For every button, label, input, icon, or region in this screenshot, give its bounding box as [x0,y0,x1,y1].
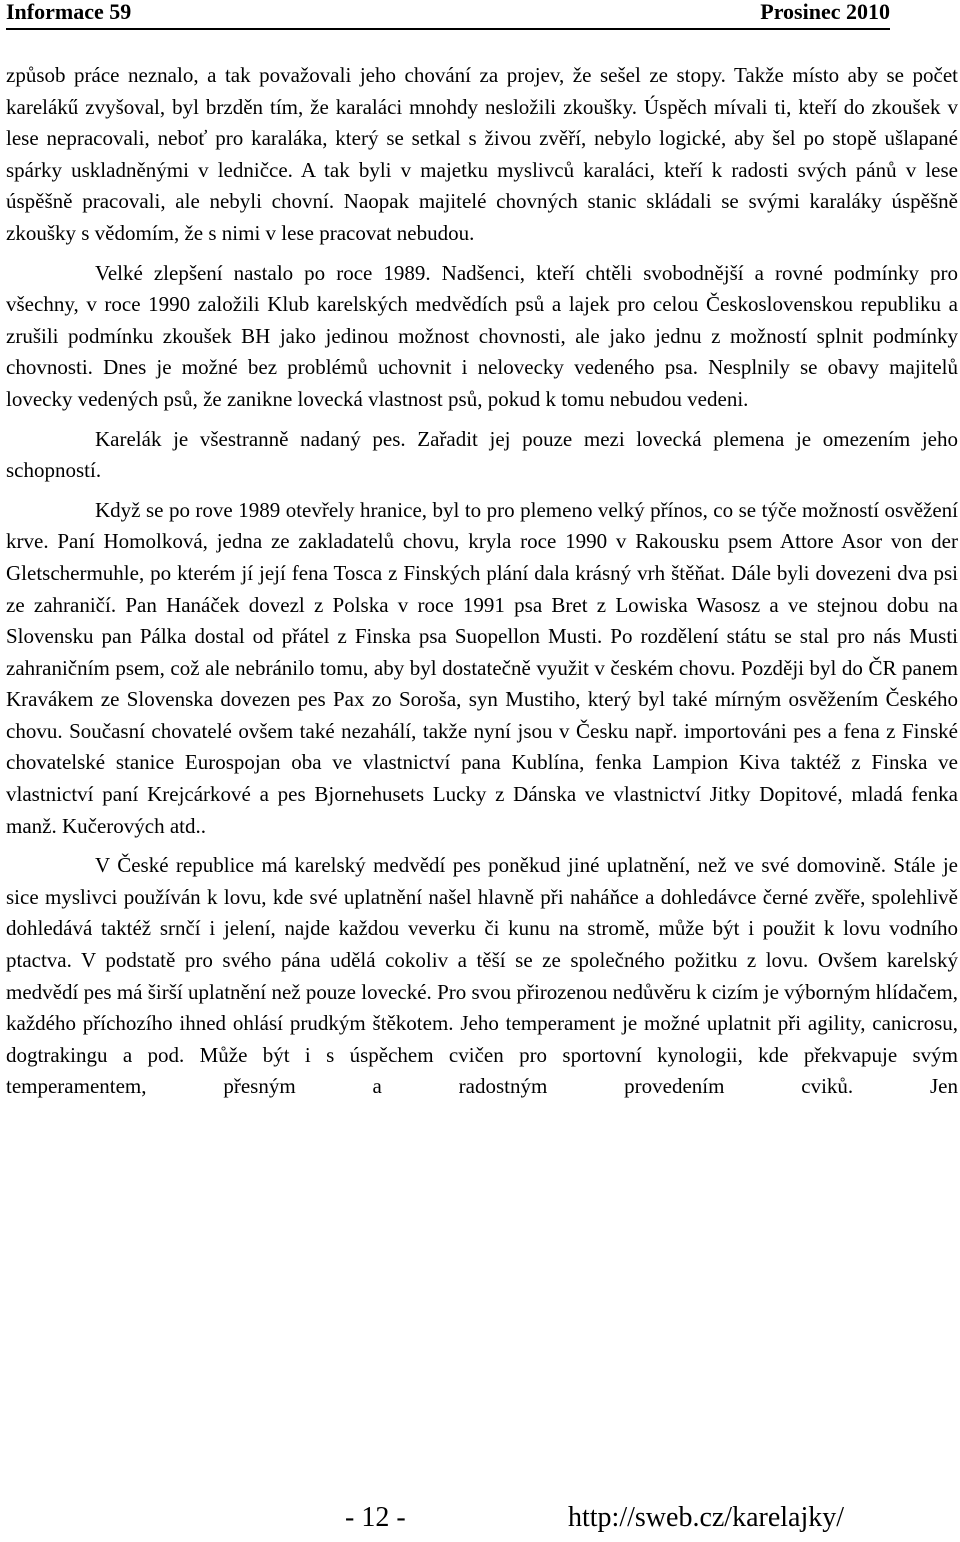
issue-date: Prosinec 2010 [760,0,890,24]
paragraph: Když se po rove 1989 otevřely hranice, byl to pro plemeno velký přínos, co se týče možností osvěžení krve. Paní Homolková, jedna ze zakladatelů chovu, kryla roce 1990 v Rakousku psem Attore Asor von der Gletschermuhle, po kterém jí její fena Tosca z Finských plání dala krásný vrh štěňat. Dále byli dovezeni dva psi ze zahraničí. Pan Hanáček dovezl z Polska v roce 1991 psa Bret z Lowiska Wasosz a ve stejnou dobu na Slovensku pan Pálka dostal od přátel z Finska psa Suopellon Musti. Po rozdělení státu se stal pro nás Musti zahraničním psem, což ale nebránilo tomu, aby byl dostatečně využit v českém chovu. Později byl do ČR panem Kravákem ze Slovenska dovezen pes Pax zo Soroša, syn Mustiho, který byl také mírným osvěžením Českého chovu. Současní chovatelé ovšem také nezahálí, takže nyní jsou v Česku např. importováni pes a fena z Finské chovatelské stanice Eurospojan oba ve vlastnictví pana Kublína, fenka Lampion Kiva taktéž z Finska ve vlastnictví paní Krejcárkové a pes Bjornehusets Lucky z Dánska ve vlastnictví Jitky Dopitové, mladá fenka manž. Kučerových atd.. [6,497,958,838]
footer-url[interactable]: http://sweb.cz/karelajky/ [568,1502,845,1533]
paragraph: Velké zlepšení nastalo po roce 1989. Nadšenci, kteří chtěli svobodnější a rovné podmínky pro všechny, v roce 1990 založili Klub karelských medvědích psů a lajek pro celou Československou republiku a zrušili podmínku zkoušek BH jako jedinou možnost chovnosti, ale jako jednu z možností splnit podmínky chovnosti. Dnes je možné bez problémů uchovnit i nelovecky vedeného psa. Nesplnily se obavy majitelů lovecky vedených psů, že zanikne lovecká vlastnost psů, pokud k tomu nebudou vedeni. [6,260,958,411]
page-number: - 12 - [345,1502,406,1533]
paragraph: Karelák je všestranně nadaný pes. Zařadit jej pouze mezi lovecká plemena je omezením jeho schopností. [6,426,958,483]
paragraph: V České republice má karelský medvědí pes poněkud jiné uplatnění, než ve své domovině. Stále je sice myslivci používán k lovu, kde své uplatnění našel hlavně při naháňce a dohledávce černé zvěře, spolehlivě dohledává taktéž srnčí i jelení, najde každou veverku či kunu na stromě, může být i použit k lovu vodního ptactva. V podstatě pro svého pána udělá cokoliv a těší se ze společného požitku z lovu. Ovšem karelský medvědí pes má širší uplatnění než pouze lovecké. Pro svou přirozenou nedůvěru k cizím je výborným hlídačem, každého příchozího ihned ohlásí prudkým štěkotem. Jeho temperament je možné uplatnit při agility, canicrosu, dogtrakingu a pod. Může být i s úspěchem cvičen pro sportovní kynologii, kde překvapuje svým temperamentem, přesným a radostným provedením cviků. Jen [6,853,958,1099]
article-body [6,60,958,1103]
paragraph: způsob práce neznalo, a tak považovali jeho chování za projev, že sešel ze stopy. Takže místo aby se počet karelákű zvyšoval, byl brzděn tím, že karaláci mnohdy nesložili zkoušky. Úspěch mívali ti, kteří do zkoušek v lese nepracovali, neboť pro karaláka, který se setkal s živou zvěří, nebylo logické, aby šel po stopě ušlapané spárky uskladněnými v ledničce. A tak byli v majetku myslivců karaláci, kteří k radosti svých pánů v lese úspěšně pracovali, ale nebyli chovní. Naopak majitelé chovných stanic skládali se svými karaláky úspěšně zkoušky s vědomím, že s nimi v lese pracovat nebudou. [6,63,958,245]
page-header [6,0,890,30]
newsletter-issue: Informace 59 [6,0,132,24]
